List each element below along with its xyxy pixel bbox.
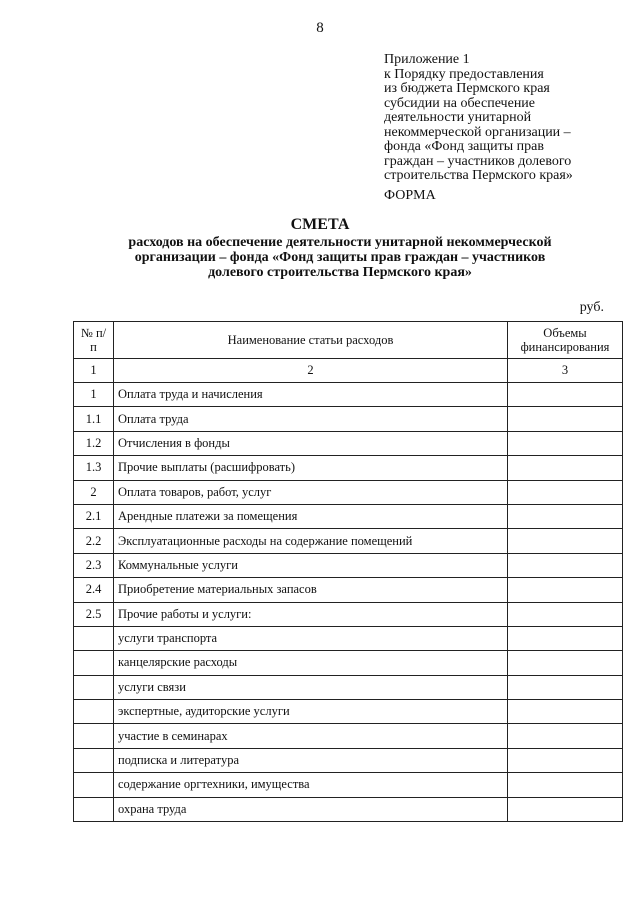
row-num: 1.3 bbox=[74, 456, 114, 480]
row-name: Оплата товаров, работ, услуг bbox=[114, 480, 508, 504]
column-number: 3 bbox=[508, 359, 623, 383]
column-number: 1 bbox=[74, 359, 114, 383]
row-num: 2.3 bbox=[74, 553, 114, 577]
row-value[interactable] bbox=[508, 407, 623, 431]
row-name: Прочие выплаты (расшифровать) bbox=[114, 456, 508, 480]
row-num bbox=[74, 651, 114, 675]
row-name: охрана труда bbox=[114, 797, 508, 821]
row-num bbox=[74, 773, 114, 797]
row-value[interactable] bbox=[508, 456, 623, 480]
column-number: 2 bbox=[114, 359, 508, 383]
table-row bbox=[74, 797, 623, 821]
row-name: Арендные платежи за помещения bbox=[114, 504, 508, 528]
appendix-line: строительства Пермского края» bbox=[384, 168, 573, 183]
row-name: канцелярские расходы bbox=[114, 651, 508, 675]
table-row bbox=[74, 773, 623, 797]
row-name: услуги транспорта bbox=[114, 626, 508, 650]
row-name: участие в семинарах bbox=[114, 724, 508, 748]
row-num: 1 bbox=[74, 383, 114, 407]
table-row bbox=[74, 431, 623, 455]
appendix-line: из бюджета Пермского края bbox=[384, 81, 550, 96]
row-value[interactable] bbox=[508, 504, 623, 528]
row-value[interactable] bbox=[508, 675, 623, 699]
table-row bbox=[74, 602, 623, 626]
table-row bbox=[74, 529, 623, 553]
row-name: Приобретение материальных запасов bbox=[114, 578, 508, 602]
table-row bbox=[74, 675, 623, 699]
table-row bbox=[74, 724, 623, 748]
row-value[interactable] bbox=[508, 529, 623, 553]
appendix-line: Приложение 1 bbox=[384, 52, 470, 67]
appendix-block bbox=[384, 53, 624, 184]
row-value[interactable] bbox=[508, 724, 623, 748]
row-name: Эксплуатационные расходы на содержание помещений bbox=[114, 529, 508, 553]
row-num: 2.1 bbox=[74, 504, 114, 528]
appendix-line: некоммерческой организации – bbox=[384, 124, 571, 140]
row-name: Прочие работы и услуги: bbox=[114, 602, 508, 626]
appendix-line: граждан – участников долевого bbox=[384, 153, 572, 169]
row-value[interactable] bbox=[508, 651, 623, 675]
estimate-table bbox=[73, 321, 623, 822]
header-name: Наименование статьи расходов bbox=[114, 322, 508, 359]
row-value[interactable] bbox=[508, 480, 623, 504]
row-value[interactable] bbox=[508, 748, 623, 772]
row-num: 2.2 bbox=[74, 529, 114, 553]
row-name: Оплата труда bbox=[114, 407, 508, 431]
subtitle-line: долевого строительства Пермского края» bbox=[208, 265, 472, 280]
row-num: 2.5 bbox=[74, 602, 114, 626]
document-title: СМЕТА bbox=[290, 216, 350, 233]
row-num: 1.2 bbox=[74, 431, 114, 455]
header-num: № п/п bbox=[74, 322, 114, 359]
table-row bbox=[74, 456, 623, 480]
table-row bbox=[74, 700, 623, 724]
form-label: ФОРМА bbox=[384, 188, 436, 203]
column-number-row bbox=[74, 359, 623, 383]
appendix-line: деятельности унитарной bbox=[384, 110, 532, 125]
row-num bbox=[74, 700, 114, 724]
row-name: Коммунальные услуги bbox=[114, 553, 508, 577]
appendix-line: фонда «Фонд защиты прав bbox=[384, 139, 544, 154]
page-number: 8 bbox=[316, 20, 324, 36]
subtitle-line: организации – фонда «Фонд защиты прав граждан – участников bbox=[134, 250, 546, 265]
row-num bbox=[74, 724, 114, 748]
table-header-row bbox=[74, 322, 623, 359]
appendix-line: к Порядку предоставления bbox=[384, 66, 544, 82]
row-value[interactable] bbox=[508, 773, 623, 797]
row-name: экспертные, аудиторские услуги bbox=[114, 700, 508, 724]
row-num: 2.4 bbox=[74, 578, 114, 602]
header-volume: Объемы финансирования bbox=[508, 322, 623, 359]
table-row bbox=[74, 553, 623, 577]
row-name: содержание оргтехники, имущества bbox=[114, 773, 508, 797]
table-row bbox=[74, 480, 623, 504]
row-num bbox=[74, 626, 114, 650]
row-name: услуги связи bbox=[114, 675, 508, 699]
appendix-line: субсидии на обеспечение bbox=[384, 95, 536, 111]
row-value[interactable] bbox=[508, 383, 623, 407]
row-num bbox=[74, 675, 114, 699]
row-num bbox=[74, 797, 114, 821]
row-value[interactable] bbox=[508, 431, 623, 455]
row-num: 2 bbox=[74, 480, 114, 504]
row-value[interactable] bbox=[508, 553, 623, 577]
row-num bbox=[74, 748, 114, 772]
row-value[interactable] bbox=[508, 578, 623, 602]
table-row bbox=[74, 651, 623, 675]
table-row bbox=[74, 407, 623, 431]
table-row bbox=[74, 504, 623, 528]
table-row bbox=[74, 383, 623, 407]
table-row bbox=[74, 748, 623, 772]
row-name: Оплата труда и начисления bbox=[114, 383, 508, 407]
row-value[interactable] bbox=[508, 602, 623, 626]
table-row bbox=[74, 626, 623, 650]
currency-unit: руб. bbox=[579, 300, 604, 315]
row-value[interactable] bbox=[508, 797, 623, 821]
table-row bbox=[74, 578, 623, 602]
row-value[interactable] bbox=[508, 626, 623, 650]
subtitle-line: расходов на обеспечение деятельности унитарной некоммерческой bbox=[128, 235, 552, 250]
row-name: Отчисления в фонды bbox=[114, 431, 508, 455]
row-num: 1.1 bbox=[74, 407, 114, 431]
row-value[interactable] bbox=[508, 700, 623, 724]
document-subtitle bbox=[100, 235, 580, 280]
row-name: подписка и литература bbox=[114, 748, 508, 772]
